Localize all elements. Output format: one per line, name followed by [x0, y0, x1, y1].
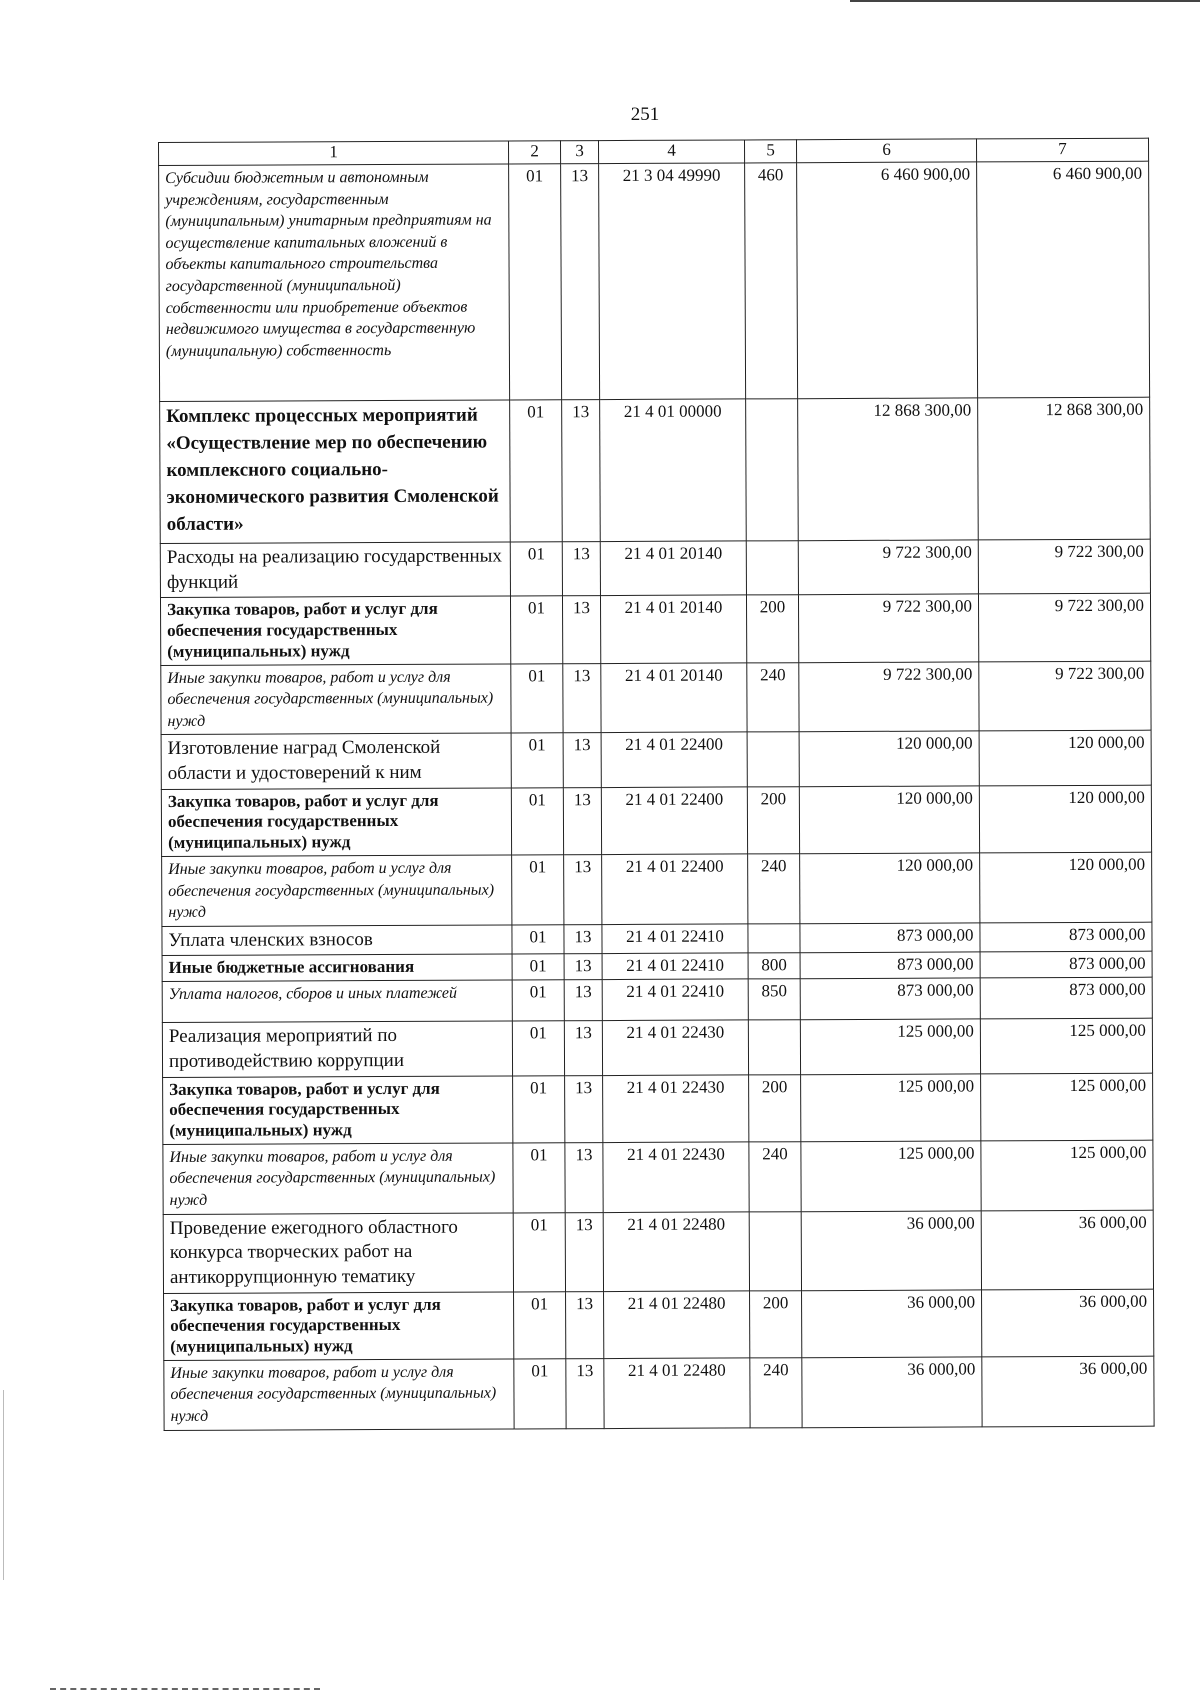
- row-amount-year-1: 12 868 300,00: [798, 398, 979, 541]
- row-amount-year-1: 36 000,00: [802, 1289, 982, 1357]
- header-col-3: 3: [560, 141, 598, 164]
- budget-table: [158, 138, 1155, 1431]
- row-subsection-code: 13: [566, 1291, 604, 1358]
- row-target-article: 21 4 01 22400: [602, 854, 748, 924]
- row-expense-type: 200: [747, 786, 799, 853]
- row-target-article: 21 4 01 22480: [604, 1290, 750, 1358]
- row-target-article: 21 4 01 00000: [600, 399, 747, 542]
- row-subsection-code: 13: [565, 1212, 603, 1291]
- row-name: Закупка товаров, работ и услуг для обеспечения государственных (муниципальных) нужд: [161, 788, 511, 857]
- row-amount-year-1: 6 460 900,00: [797, 162, 978, 399]
- row-subsection-code: 13: [563, 663, 601, 733]
- row-amount-year-1: 125 000,00: [801, 1141, 981, 1212]
- row-target-article: 21 4 01 22410: [602, 924, 748, 954]
- left-margin-mark: [3, 1390, 4, 1580]
- row-target-article: 21 4 01 22430: [602, 1020, 748, 1075]
- row-expense-type: 200: [749, 1074, 801, 1141]
- header-col-1: 1: [159, 141, 509, 166]
- row-name: Закупка товаров, работ и услуг для обеспечения государственных (муниципальных) нужд: [160, 596, 510, 665]
- row-name: Уплата налогов, сборов и иных платежей: [162, 980, 512, 1023]
- row-target-article: 21 4 01 22430: [603, 1074, 749, 1142]
- table-body: [159, 161, 1155, 1430]
- row-subsection-code: 13: [564, 980, 602, 1021]
- row-expense-type: [746, 541, 798, 596]
- header-col-4: 4: [598, 140, 744, 164]
- row-section-code: 01: [510, 542, 562, 597]
- row-subsection-code: 13: [564, 1021, 602, 1076]
- row-target-article: 21 4 01 22480: [603, 1211, 749, 1291]
- row-section-code: 01: [512, 855, 564, 925]
- row-amount-year-2: 120 000,00: [979, 785, 1151, 853]
- row-name: Проведение ежегодного областного конкурса творческих работ на антикоррупционную тематику: [163, 1212, 513, 1293]
- row-expense-type: 240: [749, 1141, 801, 1211]
- row-name: Изготовление наград Смоленской области и удостоверений к ним: [161, 733, 511, 789]
- row-target-article: 21 4 01 22400: [601, 732, 747, 787]
- table-row: [163, 1073, 1153, 1145]
- row-amount-year-1: 9 722 300,00: [798, 594, 978, 662]
- row-subsection-code: 13: [566, 1358, 604, 1428]
- row-amount-year-2: 12 868 300,00: [978, 397, 1151, 540]
- row-target-article: 21 4 01 20140: [600, 541, 746, 596]
- row-expense-type: [747, 732, 799, 787]
- table-row: [163, 1140, 1153, 1214]
- row-subsection-code: 13: [565, 1142, 603, 1212]
- row-amount-year-2: 36 000,00: [981, 1210, 1153, 1290]
- table-row: [164, 1356, 1154, 1430]
- row-section-code: 01: [513, 1075, 565, 1142]
- row-amount-year-2: 125 000,00: [981, 1140, 1153, 1211]
- row-section-code: 01: [512, 980, 564, 1021]
- row-name: Комплекс процессных мероприятий «Осуществление мер по обеспечению комплексного социально-экономического развития Смоленской области»: [160, 400, 511, 544]
- header-col-2: 2: [508, 141, 560, 164]
- row-subsection-code: 13: [564, 924, 602, 954]
- table-row: [159, 161, 1150, 401]
- table-row: [164, 1289, 1154, 1361]
- row-expense-type: 240: [750, 1357, 802, 1427]
- row-subsection-code: 13: [562, 400, 601, 542]
- row-subsection-code: 13: [562, 596, 600, 663]
- row-subsection-code: 13: [562, 542, 600, 597]
- row-amount-year-1: 36 000,00: [801, 1210, 981, 1290]
- row-name: Закупка товаров, работ и услуг для обеспечения государственных (муниципальных) нужд: [164, 1292, 514, 1361]
- row-section-code: 01: [513, 1142, 565, 1212]
- row-section-code: 01: [514, 1291, 566, 1358]
- row-expense-type: 200: [750, 1290, 802, 1357]
- table-row: [162, 977, 1152, 1022]
- page-number: 251: [630, 104, 660, 125]
- row-section-code: 01: [513, 1212, 565, 1291]
- row-section-code: 01: [512, 1021, 564, 1076]
- row-amount-year-2: 120 000,00: [980, 852, 1152, 923]
- row-name: Иные закупки товаров, работ и услуг для обеспечения государственных (муниципальных) нужд: [161, 664, 511, 735]
- row-amount-year-1: 873 000,00: [800, 923, 980, 953]
- row-expense-type: [749, 1211, 801, 1290]
- row-expense-type: 460: [745, 163, 798, 399]
- row-amount-year-1: 120 000,00: [799, 786, 979, 854]
- row-name: Расходы на реализацию государственных функций: [160, 542, 510, 598]
- row-target-article: 21 4 01 22410: [602, 953, 748, 979]
- row-subsection-code: 13: [565, 1075, 603, 1142]
- row-subsection-code: 13: [564, 954, 602, 980]
- bottom-edge-mark: [50, 1688, 320, 1690]
- row-name: Уплата членских взносов: [162, 925, 512, 956]
- table-row: [161, 785, 1151, 857]
- row-amount-year-1: 9 722 300,00: [798, 540, 978, 595]
- row-expense-type: 240: [748, 854, 800, 924]
- table-row: [160, 539, 1150, 598]
- row-expense-type: [748, 923, 800, 953]
- row-amount-year-1: 36 000,00: [802, 1357, 982, 1428]
- row-target-article: 21 3 04 49990: [599, 163, 746, 400]
- row-amount-year-2: 873 000,00: [980, 952, 1152, 978]
- row-amount-year-2: 873 000,00: [980, 922, 1152, 952]
- row-amount-year-2: 36 000,00: [982, 1356, 1154, 1427]
- row-amount-year-1: 125 000,00: [801, 1073, 981, 1141]
- row-amount-year-1: 873 000,00: [800, 952, 980, 979]
- row-expense-type: 200: [746, 595, 798, 662]
- row-section-code: 01: [511, 787, 563, 854]
- table-row: [162, 1018, 1152, 1077]
- table-row: [161, 661, 1151, 735]
- row-amount-year-2: 873 000,00: [980, 977, 1152, 1019]
- row-amount-year-2: 9 722 300,00: [978, 594, 1150, 662]
- row-subsection-code: 13: [563, 733, 601, 788]
- row-name: Иные бюджетные ассигнования: [162, 954, 512, 981]
- row-expense-type: 800: [748, 953, 800, 979]
- row-name: Закупка товаров, работ и услуг для обеспечения государственных (муниципальных) нужд: [163, 1075, 513, 1144]
- header-col-5: 5: [744, 140, 796, 163]
- row-name: Реализация мероприятий по противодействию коррупции: [162, 1021, 512, 1077]
- row-amount-year-1: 873 000,00: [800, 978, 980, 1020]
- row-amount-year-2: 125 000,00: [981, 1073, 1153, 1141]
- row-amount-year-2: 120 000,00: [979, 731, 1151, 786]
- row-amount-year-2: 36 000,00: [982, 1289, 1154, 1357]
- row-section-code: 01: [511, 733, 563, 788]
- header-col-6: 6: [796, 139, 976, 163]
- row-section-code: 01: [512, 924, 564, 954]
- row-amount-year-1: 125 000,00: [800, 1019, 980, 1074]
- row-name: Субсидии бюджетным и автономным учреждениям, государственным (муниципальным) унитарным предприятиям на осуществление капитальных вложений в объекты капитального строительства государственной (муниципальной) собственности или приобретение объектов недвижимого имущества в государственную (муниципальную) собственность: [159, 164, 510, 402]
- row-expense-type: [746, 399, 799, 541]
- row-target-article: 21 4 01 20140: [600, 595, 746, 663]
- table-row: [161, 731, 1151, 790]
- row-subsection-code: 13: [561, 164, 600, 400]
- table-row: [162, 922, 1152, 956]
- table-row: [160, 397, 1151, 543]
- table-row: [163, 1210, 1153, 1293]
- row-subsection-code: 13: [563, 787, 601, 854]
- row-amount-year-2: 9 722 300,00: [978, 539, 1150, 594]
- header-col-7: 7: [976, 138, 1148, 162]
- row-section-code: 01: [510, 596, 562, 663]
- row-section-code: 01: [514, 1358, 566, 1428]
- row-amount-year-1: 120 000,00: [799, 731, 979, 786]
- row-expense-type: 850: [748, 979, 800, 1020]
- row-section-code: 01: [512, 954, 564, 980]
- table-row: [160, 594, 1150, 666]
- row-name: Иные закупки товаров, работ и услуг для обеспечения государственных (муниципальных) нужд: [162, 855, 512, 926]
- row-target-article: 21 4 01 20140: [601, 663, 747, 733]
- row-section-code: 01: [511, 663, 563, 733]
- row-section-code: 01: [510, 400, 563, 542]
- row-name: Иные закупки товаров, работ и услуг для обеспечения государственных (муниципальных) нужд: [163, 1143, 513, 1214]
- row-amount-year-2: 6 460 900,00: [977, 161, 1150, 398]
- top-edge-rule: [850, 0, 1200, 2]
- row-amount-year-2: 125 000,00: [980, 1018, 1152, 1073]
- row-target-article: 21 4 01 22410: [602, 979, 748, 1021]
- row-target-article: 21 4 01 22480: [604, 1358, 750, 1428]
- row-amount-year-1: 120 000,00: [800, 853, 980, 924]
- row-subsection-code: 13: [564, 855, 602, 925]
- row-section-code: 01: [509, 164, 562, 400]
- row-target-article: 21 4 01 22400: [601, 787, 747, 855]
- table-row: [162, 852, 1152, 926]
- row-amount-year-1: 9 722 300,00: [799, 662, 979, 733]
- row-target-article: 21 4 01 22430: [603, 1142, 749, 1212]
- row-expense-type: 240: [747, 662, 799, 732]
- row-expense-type: [748, 1020, 800, 1075]
- row-name: Иные закупки товаров, работ и услуг для обеспечения государственных (муниципальных) нужд: [164, 1359, 514, 1430]
- row-amount-year-2: 9 722 300,00: [979, 661, 1151, 732]
